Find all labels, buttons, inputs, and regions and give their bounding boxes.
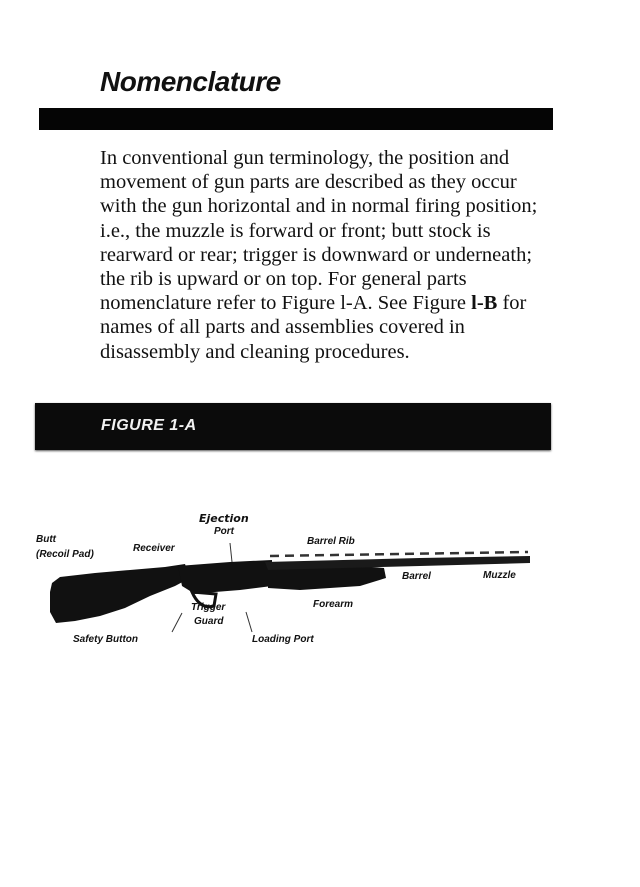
- shotgun-diagram: [0, 500, 640, 660]
- butt-stock: [50, 564, 190, 623]
- muzzle-label: Muzzle: [483, 570, 516, 581]
- barrel-rib-label: Barrel Rib: [307, 536, 355, 547]
- figure-label: FIGURE 1-A: [101, 417, 197, 434]
- body-paragraph: [100, 146, 550, 364]
- barrel-label: Barrel: [402, 571, 431, 582]
- forearm: [268, 566, 386, 590]
- figure-reference: l-B: [471, 292, 498, 315]
- receiver: [178, 560, 272, 594]
- shotgun-silhouette: [50, 543, 530, 632]
- barrel: [265, 556, 530, 570]
- butt-label-2: (Recoil Pad): [36, 549, 94, 560]
- barrel-rib: [270, 552, 528, 556]
- loading-port-label: Loading Port: [252, 634, 314, 645]
- forearm-label: Forearm: [313, 599, 354, 610]
- butt-label-1: Butt: [36, 534, 56, 545]
- ejection-port-label-2: Port: [214, 526, 234, 537]
- trigger-label-1: Trigger: [191, 602, 226, 613]
- body-text-part-1: In conventional gun terminology, the position and movement of gun parts are described as they occur with the gun horizontal and in normal firing position; i.e., the muzzle is forward or front; butt stock is rearward or rear; trigger is downward or underneath; the rib is upward or on top. For general parts nomenclature refer to Figure l-A. See Figure: [100, 147, 538, 315]
- page-title: Nomenclature: [100, 66, 281, 97]
- ejection-port-label-1: Ejection: [199, 512, 249, 525]
- safety-button-label: Safety Button: [73, 634, 138, 645]
- figure-header-bar: [35, 403, 551, 450]
- body-text-part-2: for names of all parts and assemblies covered in disassembly and cleaning procedures.: [100, 292, 527, 363]
- title-divider-bar: [39, 108, 553, 130]
- receiver-label: Receiver: [133, 543, 175, 554]
- trigger-label-2: Guard: [194, 616, 224, 627]
